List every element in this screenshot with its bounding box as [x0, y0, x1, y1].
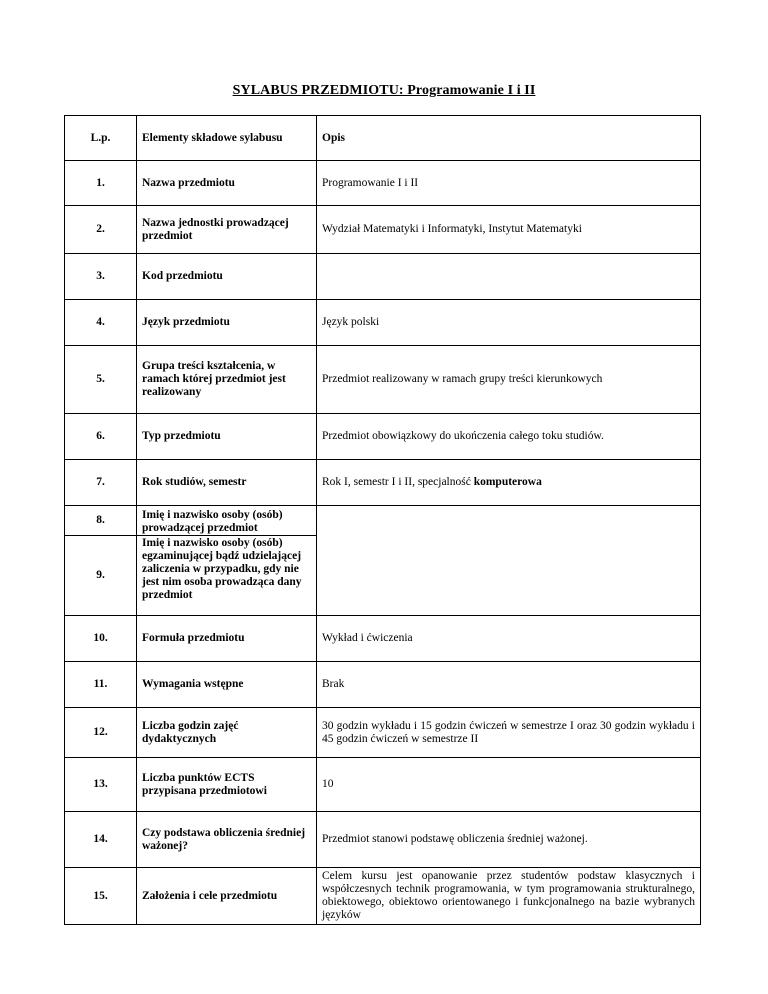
table-row	[65, 300, 701, 346]
table-row	[65, 346, 701, 414]
table-row	[65, 758, 701, 812]
row-element: Założenia i cele przedmiotu	[137, 868, 317, 925]
row-element: Wymagania wstępne	[137, 662, 317, 708]
table-row	[65, 506, 701, 536]
row-element: Nazwa przedmiotu	[137, 161, 317, 206]
row-description: Celem kursu jest opanowanie przez studentów podstaw klasycznych i współczesnych technik programowania, w tym programowania strukturalnego, obiektowego, obiektowo orientowanego i funkcjonalnego na bazie wybranych języków	[317, 868, 701, 925]
row-element: Typ przedmiotu	[137, 414, 317, 460]
row-description-bold: komputerowa	[473, 476, 542, 488]
row-description: Przedmiot obowiązkowy do ukończenia całego toku studiów.	[317, 414, 701, 460]
table-row	[65, 161, 701, 206]
row-number: 5.	[65, 346, 137, 414]
row-description	[317, 506, 701, 616]
header-description: Opis	[317, 116, 701, 161]
table-row	[65, 254, 701, 300]
row-element: Grupa treści kształcenia, w ramach której przedmiot jest realizowany	[137, 346, 317, 414]
row-element: Nazwa jednostki prowadzącej przedmiot	[137, 206, 317, 254]
row-number: 14.	[65, 812, 137, 868]
row-element: Rok studiów, semestr	[137, 460, 317, 506]
header-elements: Elementy składowe sylabusu	[137, 116, 317, 161]
row-element: Imię i nazwisko osoby (osób) prowadzącej przedmiot	[137, 506, 317, 536]
row-number: 13.	[65, 758, 137, 812]
row-element: Liczba punktów ECTS przypisana przedmiotowi	[137, 758, 317, 812]
table-row	[65, 460, 701, 506]
row-number: 12.	[65, 708, 137, 758]
row-description: Brak	[317, 662, 701, 708]
row-description: Przedmiot stanowi podstawę obliczenia średniej ważonej.	[317, 812, 701, 868]
row-description: 10	[317, 758, 701, 812]
row-number: 2.	[65, 206, 137, 254]
row-element: Kod przedmiotu	[137, 254, 317, 300]
row-number: 6.	[65, 414, 137, 460]
document-title: SYLABUS PRZEDMIOTU: Programowanie I i II	[232, 83, 536, 98]
row-element: Liczba godzin zajęć dydaktycznych	[137, 708, 317, 758]
row-description	[317, 254, 701, 300]
row-description-text: Rok I, semestr I i II, specjalność	[322, 476, 474, 488]
row-element: Imię i nazwisko osoby (osób) egzaminującej bądź udzielającej zaliczenia w przypadku, gdy nie jest nim osoba prowadząca dany przedmiot	[137, 536, 317, 616]
row-description: 30 godzin wykładu i 15 godzin ćwiczeń w semestrze I oraz 30 godzin wykładu i 45 godzin ćwiczeń w semestrze II	[317, 708, 701, 758]
syllabus-table	[64, 115, 701, 925]
row-number: 10.	[65, 616, 137, 662]
table-row	[65, 616, 701, 662]
table-row	[65, 708, 701, 758]
table-row	[65, 414, 701, 460]
row-number: 3.	[65, 254, 137, 300]
row-description: Programowanie I i II	[317, 161, 701, 206]
row-description: Wydział Matematyki i Informatyki, Instytut Matematyki	[317, 206, 701, 254]
table-header-row	[65, 116, 701, 161]
table-row	[65, 662, 701, 708]
row-description	[317, 460, 701, 506]
row-element: Czy podstawa obliczenia średniej ważonej?	[137, 812, 317, 868]
row-number: 9.	[65, 536, 137, 616]
row-description: Przedmiot realizowany w ramach grupy treści kierunkowych	[317, 346, 701, 414]
row-description: Język polski	[317, 300, 701, 346]
row-number: 8.	[65, 506, 137, 536]
row-element: Formuła przedmiotu	[137, 616, 317, 662]
header-lp: L.p.	[65, 116, 137, 161]
row-number: 1.	[65, 161, 137, 206]
table-row	[65, 206, 701, 254]
row-element: Język przedmiotu	[137, 300, 317, 346]
row-description: Wykład i ćwiczenia	[317, 616, 701, 662]
table-row	[65, 868, 701, 925]
row-number: 7.	[65, 460, 137, 506]
table-row	[65, 812, 701, 868]
row-number: 4.	[65, 300, 137, 346]
row-number: 15.	[65, 868, 137, 925]
row-number: 11.	[65, 662, 137, 708]
